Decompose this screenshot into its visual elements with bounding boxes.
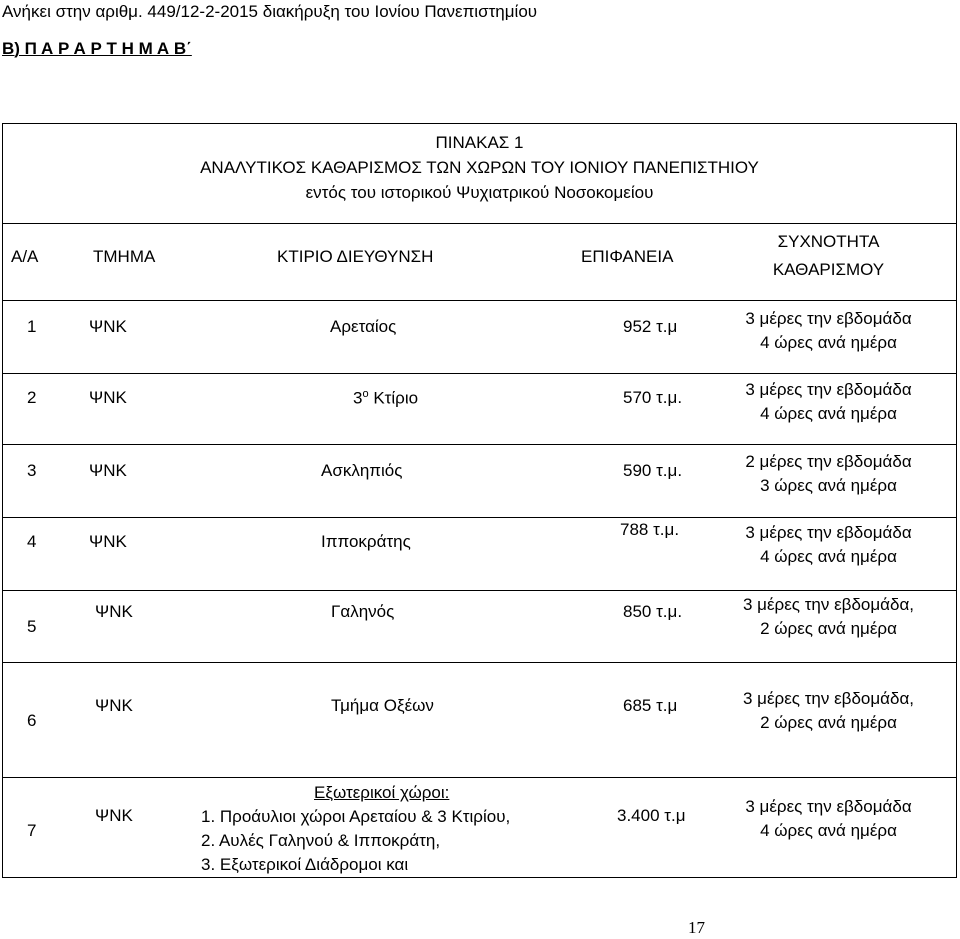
outdoor-item: 3. Εξωτερικοί Διάδρομοι και: [201, 855, 409, 874]
table-row: [3, 445, 957, 518]
header-line: Ανήκει στην αριθμ. 449/12-2-2015 διακήρυξη του Ιονίου Πανεπιστημίου: [2, 2, 538, 21]
cell-frequency: [701, 378, 956, 426]
col-area: ΕΠΙΦΑΝΕΙΑ: [581, 247, 674, 266]
cell-aa: 3: [27, 461, 37, 480]
cell-aa: 2: [27, 388, 37, 407]
cell-dept: ΨΝΚ: [95, 806, 133, 825]
cleaning-table: [2, 123, 957, 878]
cell-building-outdoor: [201, 781, 510, 877]
cell-frequency-days: 3 μέρες την εβδομάδα,: [742, 689, 915, 708]
table-row: [3, 518, 957, 591]
cell-area: 570 τ.μ.: [623, 388, 683, 407]
col-frequency: [701, 228, 956, 284]
cell-building-sup: ο: [362, 388, 369, 400]
cell-frequency-hours: 4 ώρες ανά ημέρα: [760, 547, 897, 566]
cell-dept: ΨΝΚ: [89, 461, 127, 480]
cell-aa: 6: [27, 711, 37, 730]
cell-area: 850 τ.μ.: [623, 602, 683, 621]
cell-frequency-hours: 4 ώρες ανά ημέρα: [760, 404, 897, 423]
cell-frequency-days: 3 μέρες την εβδομάδα: [745, 797, 912, 816]
cell-building: Αρεταίος: [330, 317, 397, 336]
outdoor-item: 2. Αυλές Γαληνού & Ιπποκράτη,: [201, 831, 441, 850]
page-number: 17: [688, 918, 705, 937]
col-building: ΚΤΙΡΙΟ ΔΙΕΥΘΥΝΣΗ: [277, 247, 434, 266]
cell-frequency: [701, 450, 956, 498]
cell-frequency-days: 3 μέρες την εβδομάδα,: [742, 595, 915, 614]
cell-building: [353, 388, 418, 409]
col-dept: ΤΜΗΜΑ: [93, 247, 156, 266]
cell-frequency-days: 3 μέρες την εβδομάδα: [745, 380, 912, 399]
table-row: [3, 374, 957, 445]
outdoor-item: 1. Προάυλιοι χώροι Αρεταίου & 3 Κτιρίου,: [201, 807, 511, 826]
cell-area: 952 τ.μ: [623, 317, 678, 336]
cell-dept: ΨΝΚ: [95, 696, 133, 715]
cell-aa: 7: [27, 821, 37, 840]
cell-area: 590 τ.μ.: [623, 461, 683, 480]
cell-frequency: [701, 521, 956, 569]
outdoor-heading: Εξωτερικοί χώροι:: [314, 783, 450, 802]
cell-building-text: Κτίριο: [368, 388, 419, 408]
cell-frequency-days: 2 μέρες την εβδομάδα: [745, 452, 912, 471]
cell-area: 3.400 τ.μ: [617, 806, 686, 825]
cell-area: 685 τ.μ: [623, 696, 678, 715]
table-title-1: ΠΙΝΑΚΑΣ 1: [435, 133, 524, 152]
cell-frequency: [701, 307, 956, 355]
table-row: [3, 663, 957, 778]
cell-frequency-hours: 4 ώρες ανά ημέρα: [760, 333, 897, 352]
table-header-row: [3, 224, 957, 301]
table-row: [3, 591, 957, 663]
col-aa: Α/Α: [11, 247, 39, 266]
cell-aa: 5: [27, 617, 37, 636]
col-frequency-1: ΣΥΧΝΟΤΗΤΑ: [777, 232, 880, 251]
cell-frequency: [701, 687, 956, 735]
appendix-label: Β) Π Α Ρ Α Ρ Τ Η Μ Α Β΄: [2, 39, 192, 58]
cell-aa: 4: [27, 532, 37, 551]
cell-building-num: 3: [353, 388, 363, 408]
cell-frequency: [701, 795, 956, 843]
table-row: [3, 301, 957, 374]
cell-building: Γαληνός: [331, 602, 395, 621]
cell-frequency-hours: 2 ώρες ανά ημέρα: [760, 713, 897, 732]
cell-building: Ιπποκράτης: [321, 532, 411, 551]
cell-frequency-hours: 4 ώρες ανά ημέρα: [760, 821, 897, 840]
cell-building: Ασκληπιός: [321, 461, 403, 480]
cell-dept: ΨΝΚ: [95, 602, 133, 621]
cell-frequency-days: 3 μέρες την εβδομάδα: [745, 523, 912, 542]
cell-dept: ΨΝΚ: [89, 317, 127, 336]
cell-frequency-hours: 2 ώρες ανά ημέρα: [760, 619, 897, 638]
table-title-3: εντός του ιστορικού Ψυχιατρικού Νοσοκομείου: [305, 183, 654, 202]
cell-building: Τμήμα Οξέων: [331, 696, 434, 715]
cell-frequency: [701, 593, 956, 641]
cell-frequency-hours: 3 ώρες ανά ημέρα: [760, 476, 897, 495]
table-title-2: ΑΝΑΛΥΤΙΚΟΣ ΚΑΘΑΡΙΣΜΟΣ ΤΩΝ ΧΩΡΩΝ ΤΟΥ ΙΟΝΙΟΥ ΠΑΝΕΠΙΣΤΗΙΟΥ: [200, 158, 759, 177]
cell-dept: ΨΝΚ: [89, 532, 127, 551]
cell-aa: 1: [27, 317, 37, 336]
table-title: [3, 124, 957, 224]
cell-area: 788 τ.μ.: [620, 520, 680, 539]
cell-dept: ΨΝΚ: [89, 388, 127, 407]
table-row: [3, 778, 957, 878]
col-frequency-2: ΚΑΘΑΡΙΣΜΟΥ: [772, 260, 885, 279]
cell-frequency-days: 3 μέρες την εβδομάδα: [745, 309, 912, 328]
